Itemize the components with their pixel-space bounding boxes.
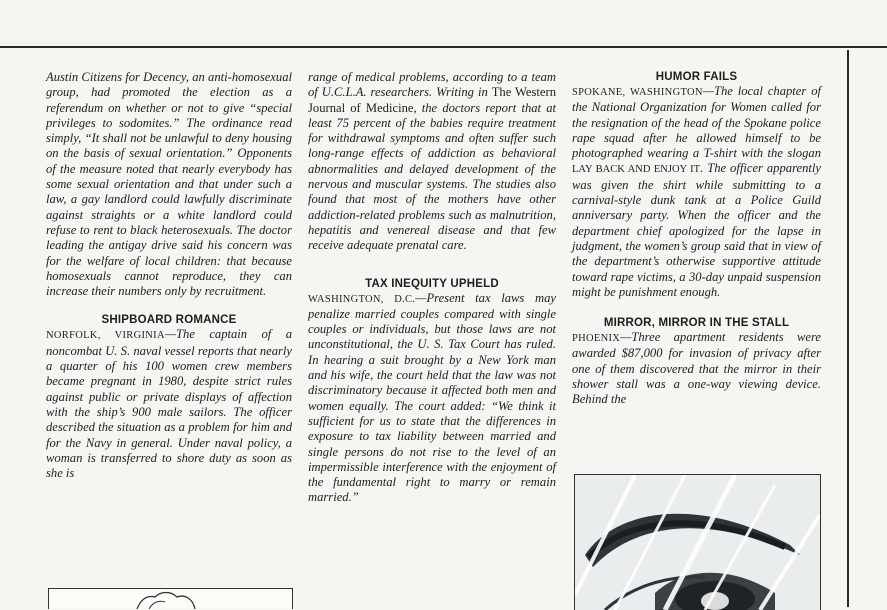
ucla-text-b: , the doctors report that at least 75 percent of the babies require treatment for withdrawal symptoms and often suffer such long-range effects of addiction as behavioral abnormalities and delayed development of the nervous and muscular systems. The studies also found that most of the mothers have other addiction-related problems such as malnutrition, hepatitis and venereal disease and that few receive adequate prenatal care. [308,100,556,253]
shipboard-paragraph [46,327,292,481]
eye-mirror-drawing [575,475,820,610]
phoenix-dateline: PHOENIX [572,333,621,345]
tax-paragraph [308,291,556,506]
illustration-bottom-left [48,588,293,609]
mirror-paragraph [572,330,821,407]
ucla-text-a: range of medical problems, according to a team of U.C.L.A. researchers. Writing in [308,70,556,100]
mirror-text: —Three apartment residents were awarded $87,000 for invasion of privacy after one of them discovered that the mirror in their shower stall was a one-way viewing device. Behind the [572,330,821,407]
humor-text-a: —The local chapter of the National Organization for Women called for the resignation of the head of the Spokane police rape squad after he allowed himself to be photographed wearing a T-shirt with the slogan [572,84,821,161]
humor-fails-heading: HUMOR FAILS [655,71,738,83]
tshirt-slogan: LAY BACK AND ENJOY IT [572,164,701,176]
washington-dateline: WASHINGTON, D.C. [308,293,416,305]
illustration-eye-mirror [574,474,821,610]
norfolk-dateline: NORFOLK, VIRGINIA [46,330,165,342]
ucla-paragraph [308,70,556,254]
humor-text-b: . The officer apparently was given the shirt while submitting to a carnival-style dunk tank at a Police Guild anniversary party. When the officer and the department chief apologized for the lapse in judgment, the women’s group said that in view of the department’s otherwise supportive attitude toward rape victims, a 30-day unpaid suspension might be punishment enough. [572,161,821,299]
column-left [46,70,292,481]
column-right [572,70,821,408]
tax-text: —Present tax laws may penalize married couples compared with single couples or individuals, but those laws are not unconstitutional, the U. S. Tax Court has ruled. In hearing a suit brought by a New York man and his wife, the court held that the law was not discriminatory because it affected both men and women equally. The court added: “We think it sufficient for us to state that the differences in exposure to tax liability between married and single persons do not rise to the level of an impermissible interference with the enjoyment of the fundamental right to marry or remain married.” [308,290,556,505]
journal-title: The Western Journal of Medicine [308,85,556,115]
column-middle [308,70,556,506]
mirror-heading: MIRROR, MIRROR IN THE STALL [603,317,790,330]
shipboard-text: —The captain of a noncombat U. S. naval vessel reports that nearly a quarter of his 100 women crew members became pregnant in 1980, despite strict rules against public or private displays of affection with the ship’s 900 male sailors. The officer described the situation as a problem for him and for the Navy in general. Under naval policy, a woman is transferred to shore duty as soon as she is [46,327,292,481]
austin-paragraph: Austin Citizens for Decency, an anti-homosexual group, had promoted the election as a referendum on whether or not to give “special privileges to sodomites.” The ordinance read simply, “It shall not be unlawful to deny housing on the basis of sexual orientation.” Opponents of the measure noted that nearly everybody has some sexual orientation and that under such a law, a gay landlord could lawfully discriminate against straights or a white landlord could refuse to rent to black heterosexuals. The doctor leading the antigay drive said his concern was for the welfare of local children: that because homosexuals cannot reproduce, they can increase their numbers only by recruitment. [46,70,292,299]
shipboard-romance-heading: SHIPBOARD ROMANCE [101,314,237,327]
spokane-dateline: SPOKANE, WASHINGTON [572,87,703,98]
humor-paragraph [572,84,821,300]
illustration-drawing [49,589,292,609]
tax-inequity-heading: TAX INEQUITY UPHELD [365,277,499,290]
